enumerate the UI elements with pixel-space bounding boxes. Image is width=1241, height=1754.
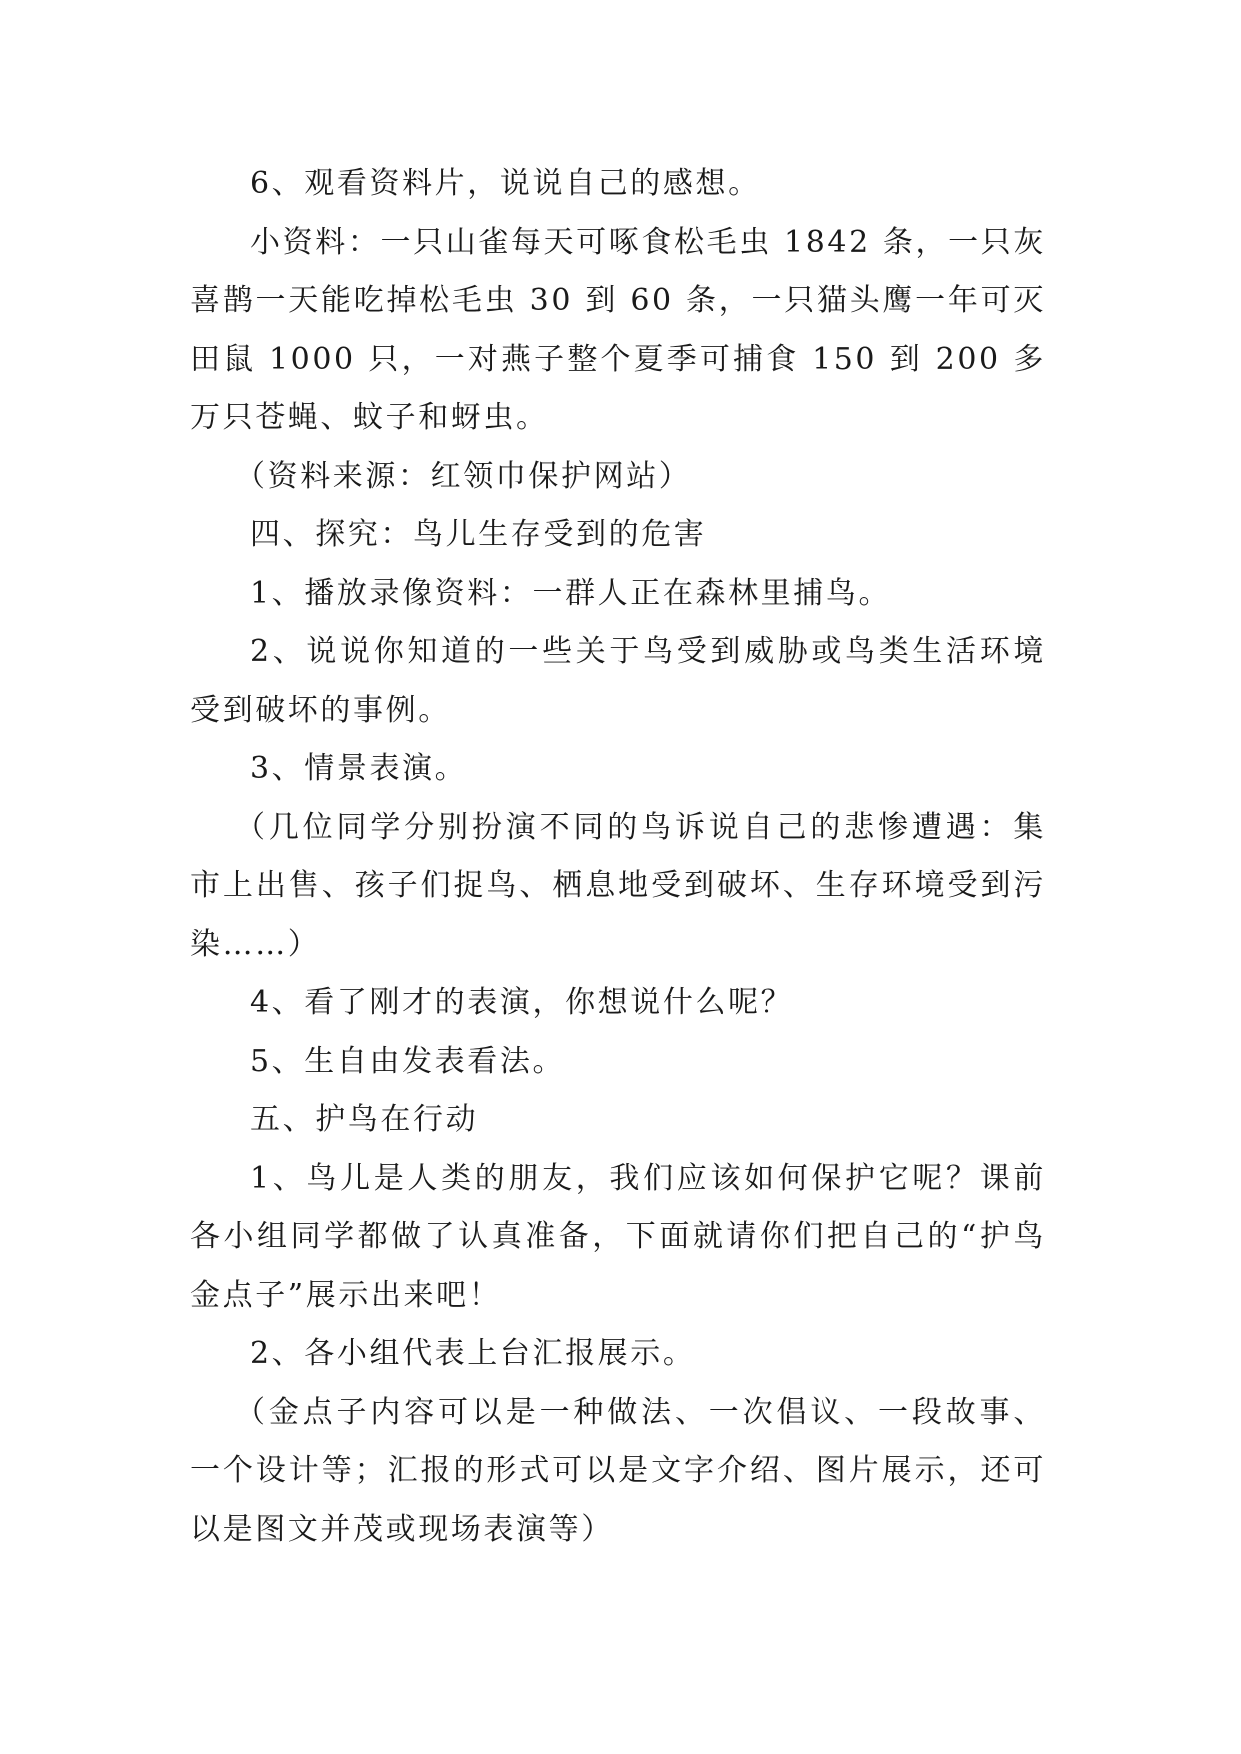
paragraph-report-note: （金点子内容可以是一种做法、一次倡议、一段故事、一个设计等；汇报的形式可以是文字介绍、图片展示，还可以是图文并茂或现场表演等） [190,1394,1046,1547]
paragraph-step-2-examples: 2、说说你知道的一些关于鸟受到威胁或鸟类生活环境受到破坏的事例。 [190,634,1046,728]
paragraph-step-1-video: 1、播放录像资料：一群人正在森林里捕鸟。 [250,575,892,611]
paragraph-step-1-ideas: 1、鸟儿是人类的朋友，我们应该如何保护它呢？课前各小组同学都做了认真准备，下面就请你们把自己的“护鸟金点子”展示出来吧！ [190,1160,1046,1313]
paragraph-step-5-opinions: 5、生自由发表看法。 [250,1043,566,1079]
paragraph-step-3-performance: 3、情景表演。 [250,751,468,786]
section-heading-five: 五、护鸟在行动 [250,1102,479,1137]
section-heading-four: 四、探究：鸟儿生存受到的危害 [250,517,707,552]
paragraph-step-4-question: 4、看了刚才的表演，你想说什么呢？ [250,985,794,1020]
paragraph-performance-note: （几位同学分别扮演不同的鸟诉说自己的悲惨遭遇：集市上出售、孩子们捉鸟、栖息地受到破坏、生存环境受到污染……） [190,809,1046,962]
document-body [190,155,1046,1559]
paragraph-data-source: （资料来源：红领巾保护网站） [235,458,692,494]
paragraph-step-6: 6、观看资料片，说说自己的感想。 [250,166,761,201]
paragraph-small-data: 小资料：一只山雀每天可啄食松毛虫 1842 条，一只灰喜鹊一天能吃掉松毛虫 30 到 60 条，一只猫头鹰一年可灭田鼠 1000 只，一对燕子整个夏季可捕食 150 到 200 多万只苍蝇、蚊子和蚜虫。 [190,224,1046,435]
paragraph-step-2-report: 2、各小组代表上台汇报展示。 [250,1336,696,1371]
